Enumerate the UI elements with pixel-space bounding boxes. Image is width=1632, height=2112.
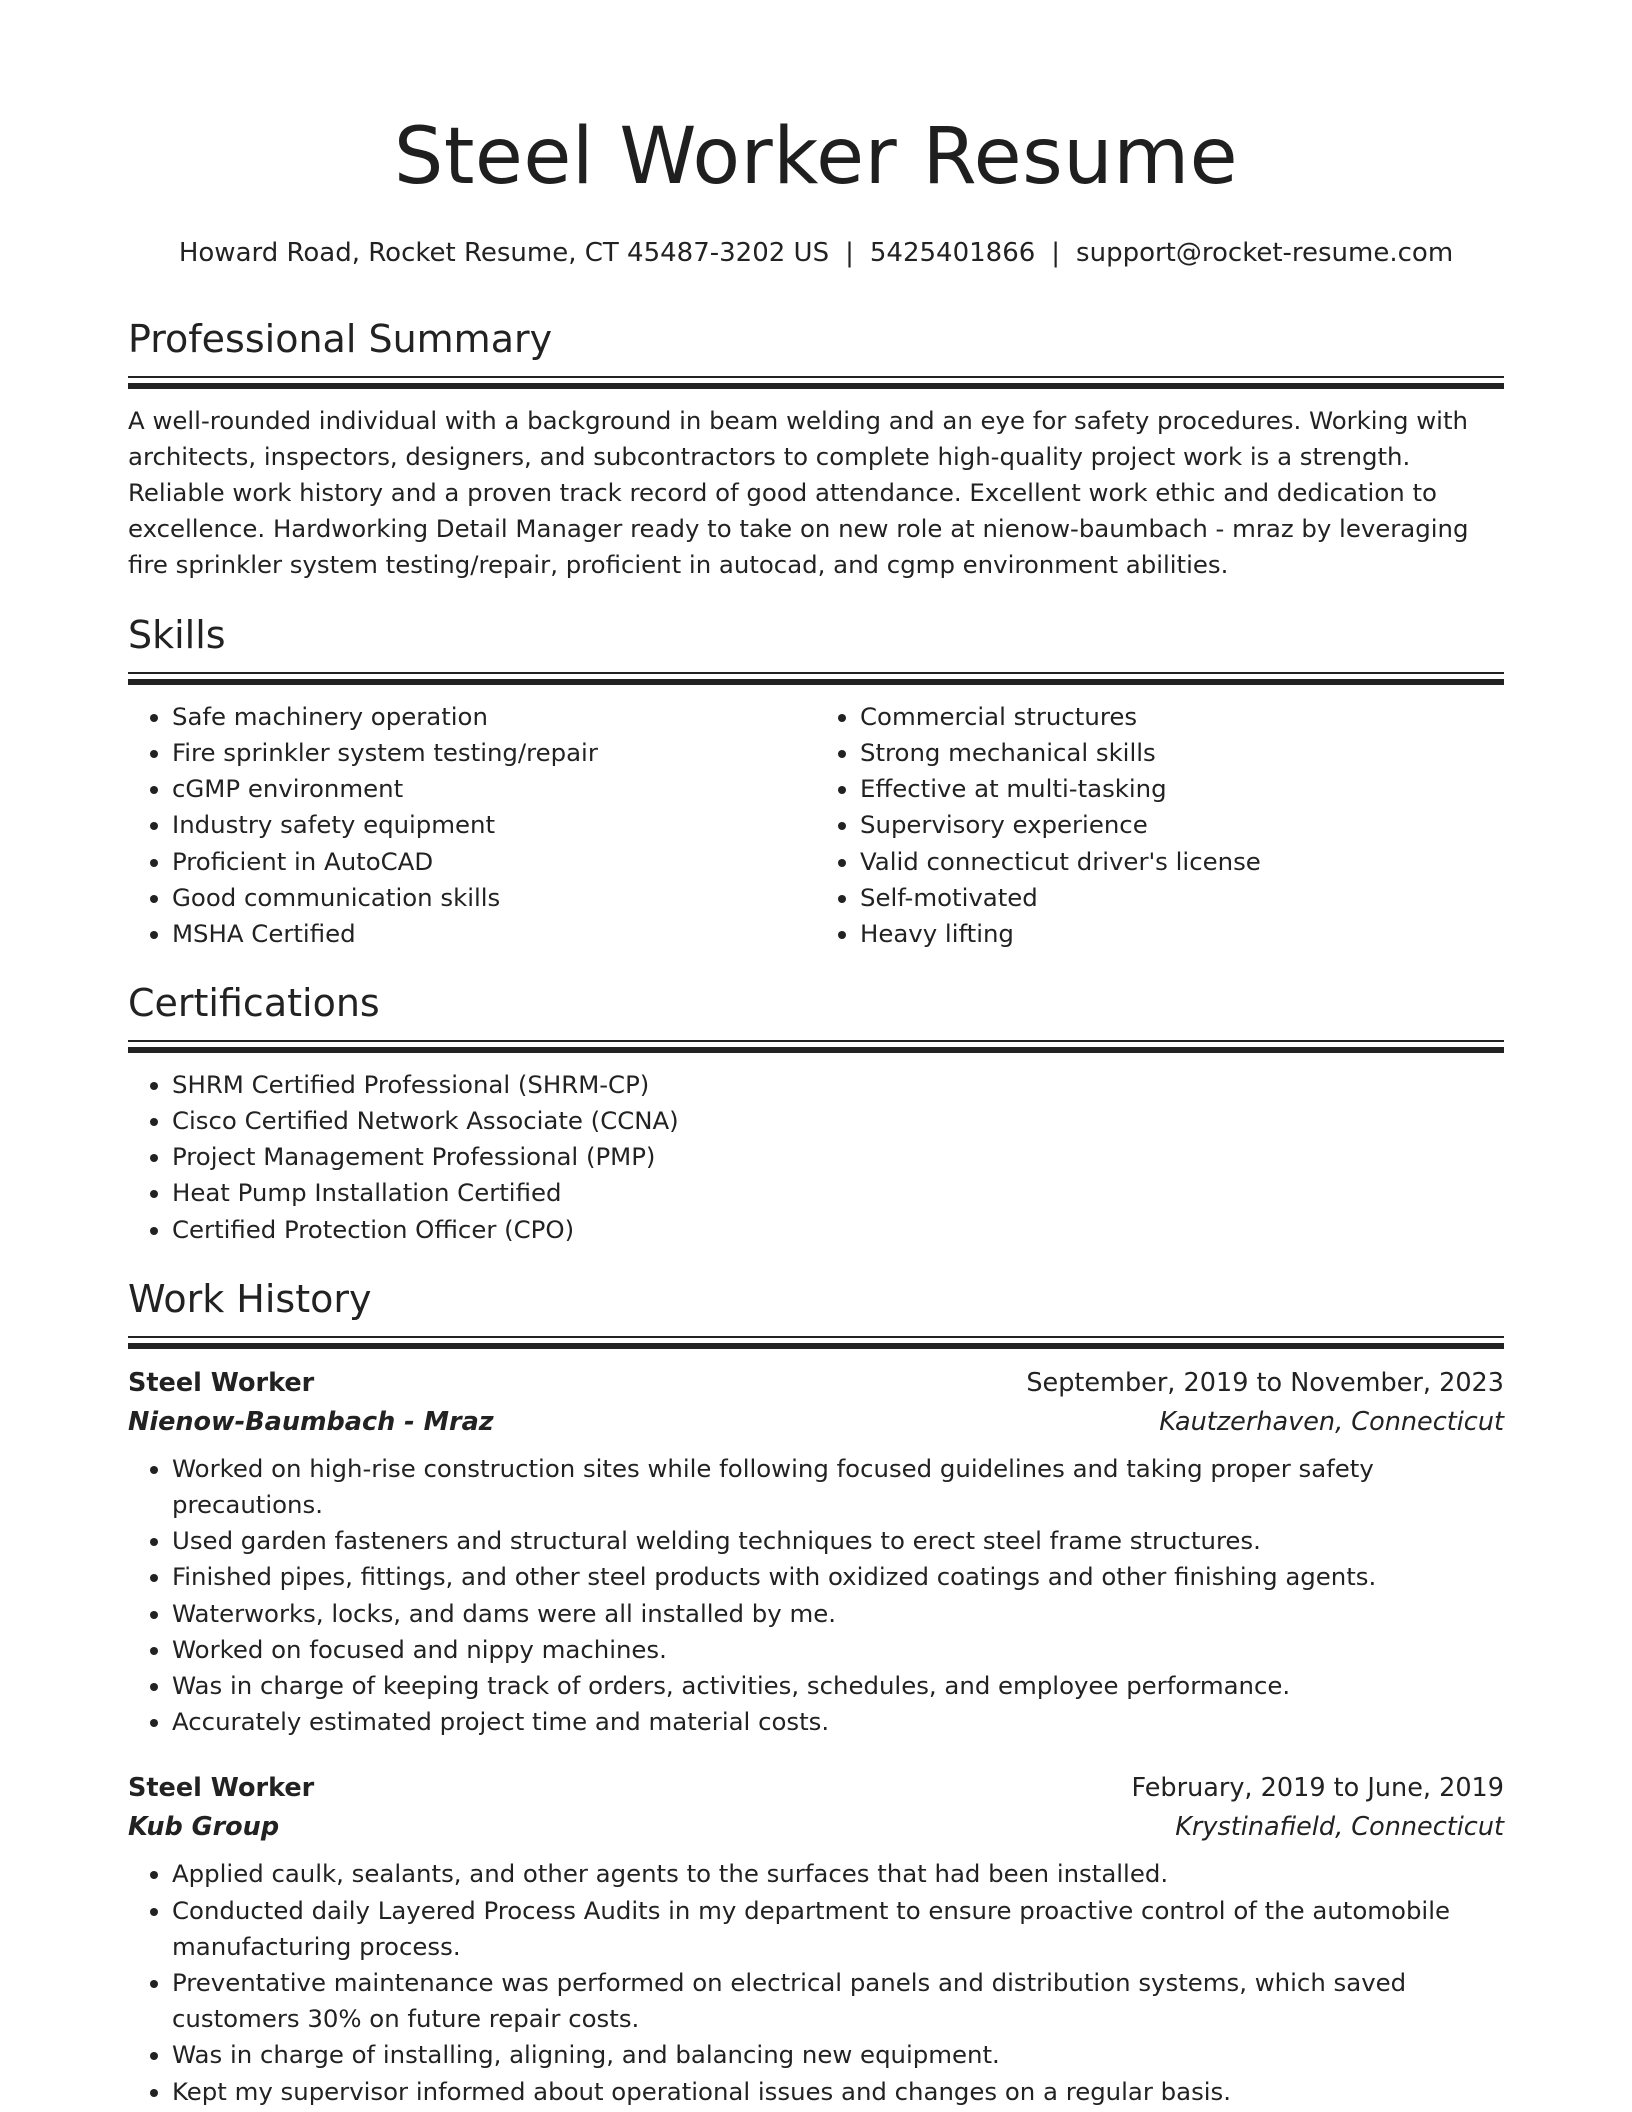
job-header [128, 1363, 1504, 1403]
contact-line [128, 238, 1504, 269]
skill-item: • cGMP environment [172, 771, 816, 807]
address: Howard Road, Rocket Resume, CT 45487-3202 US [178, 238, 830, 268]
section-heading: Certifications [128, 981, 380, 1025]
job-bullet: • Applied caulk, sealants, and other agents to the surfaces that had been installed. [172, 1856, 1504, 1892]
certification-item: • Heat Pump Installation Certified [172, 1175, 1504, 1211]
certifications-section [128, 982, 1504, 1248]
skill-item: • Self-motivated [860, 880, 1504, 916]
skills-section [128, 614, 1504, 952]
job-dates: February, 2019 to June, 2019 [1131, 1773, 1504, 1804]
section-heading: Professional Summary [128, 317, 553, 361]
job-bullet: • Preventative maintenance was performed on electrical panels and distribution systems, which saved customers 30% on future repair costs. [172, 1965, 1504, 2037]
email: support@rocket-resume.com [1076, 238, 1454, 268]
job-dates: September, 2019 to November, 2023 [1026, 1367, 1504, 1398]
skill-item: • Strong mechanical skills [860, 735, 1504, 771]
job-bullet: • Waterworks, locks, and dams were all installed by me. [172, 1596, 1504, 1632]
certification-item: • Cisco Certified Network Associate (CCNA) [172, 1103, 1504, 1139]
job-bullets [128, 1451, 1504, 1741]
job-location: Kautzerhaven, Connecticut [1159, 1406, 1504, 1437]
skill-item: • Effective at multi-tasking [860, 771, 1504, 807]
job-bullet: • Used garden fasteners and structural welding techniques to erect steel frame structures. [172, 1523, 1504, 1559]
section-heading: Work History [128, 1277, 372, 1321]
section-divider [128, 1336, 1504, 1349]
company-name: Nienow-Baumbach - Mraz [128, 1406, 494, 1437]
job-bullet: • Conducted daily Layered Process Audits in my department to ensure proactive control of the automobile manufacturing process. [172, 1893, 1504, 1965]
section-divider [128, 672, 1504, 685]
job-subheader [128, 1403, 1504, 1441]
summary-text: A well-rounded individual with a background in beam welding and an eye for safety procedures. Working with architects, inspectors, designers, and subcontractors to complete high-quality project work is a strength. Reliable work history and a proven track record of good attendance. Excellent work ethic and dedication to excellence. Hardworking Detail Manager ready to take on new role at nienow-baumbach - mraz by leveraging fire sprinkler system testing/repair, proficient in autocad, and cgmp environment abilities. [128, 405, 1469, 579]
skills-right-list [816, 699, 1504, 952]
certification-item: • Certified Protection Officer (CPO) [172, 1212, 1504, 1248]
skills-left-list [128, 699, 816, 952]
skill-item: • Valid connecticut driver's license [860, 844, 1504, 880]
job-title: Steel Worker [128, 1367, 315, 1398]
certification-item: • Project Management Professional (PMP) [172, 1139, 1504, 1175]
job-bullet: • Was in charge of keeping track of orders, activities, schedules, and employee performance. [172, 1668, 1504, 1704]
skill-item: • Safe machinery operation [172, 699, 816, 735]
summary-section [128, 318, 1504, 583]
certifications-list [128, 1067, 1504, 1248]
job-bullet: • Accurately estimated project time and material costs. [172, 1704, 1504, 1740]
work-history-section [128, 1278, 1504, 2110]
skill-item: • Proficient in AutoCAD [172, 844, 816, 880]
job-entry [128, 1768, 1504, 2109]
skill-item: • Industry safety equipment [172, 807, 816, 843]
job-bullet: • Finished pipes, fittings, and other steel products with oxidized coatings and other finishing agents. [172, 1559, 1504, 1595]
certification-item: • SHRM Certified Professional (SHRM-CP) [172, 1067, 1504, 1103]
separator: | [1051, 238, 1061, 268]
skill-item: • Fire sprinkler system testing/repair [172, 735, 816, 771]
phone: 5425401866 [869, 238, 1036, 268]
job-entry [128, 1363, 1504, 1741]
skill-item: • Heavy lifting [860, 916, 1504, 952]
job-bullet: • Worked on focused and nippy machines. [172, 1632, 1504, 1668]
page-title: Steel Worker Resume [393, 112, 1239, 202]
company-name: Kub Group [128, 1812, 280, 1843]
job-subheader [128, 1808, 1504, 1846]
skill-item: • Supervisory experience [860, 807, 1504, 843]
job-bullets [128, 1856, 1504, 2109]
job-location: Krystinafield, Connecticut [1175, 1812, 1504, 1843]
section-divider [128, 1040, 1504, 1053]
section-divider [128, 376, 1504, 389]
skills-grid [128, 699, 1504, 952]
job-header [128, 1768, 1504, 1808]
section-heading: Skills [128, 613, 226, 657]
skill-item: • MSHA Certified [172, 916, 816, 952]
job-bullet: • Was in charge of installing, aligning, and balancing new equipment. [172, 2037, 1504, 2073]
job-title: Steel Worker [128, 1773, 315, 1804]
skill-item: • Good communication skills [172, 880, 816, 916]
job-bullet: • Worked on high-rise construction sites while following focused guidelines and taking proper safety precautions. [172, 1451, 1504, 1523]
job-bullet: • Kept my supervisor informed about operational issues and changes on a regular basis. [172, 2074, 1504, 2110]
separator: | [845, 238, 854, 268]
skill-item: • Commercial structures [860, 699, 1504, 735]
